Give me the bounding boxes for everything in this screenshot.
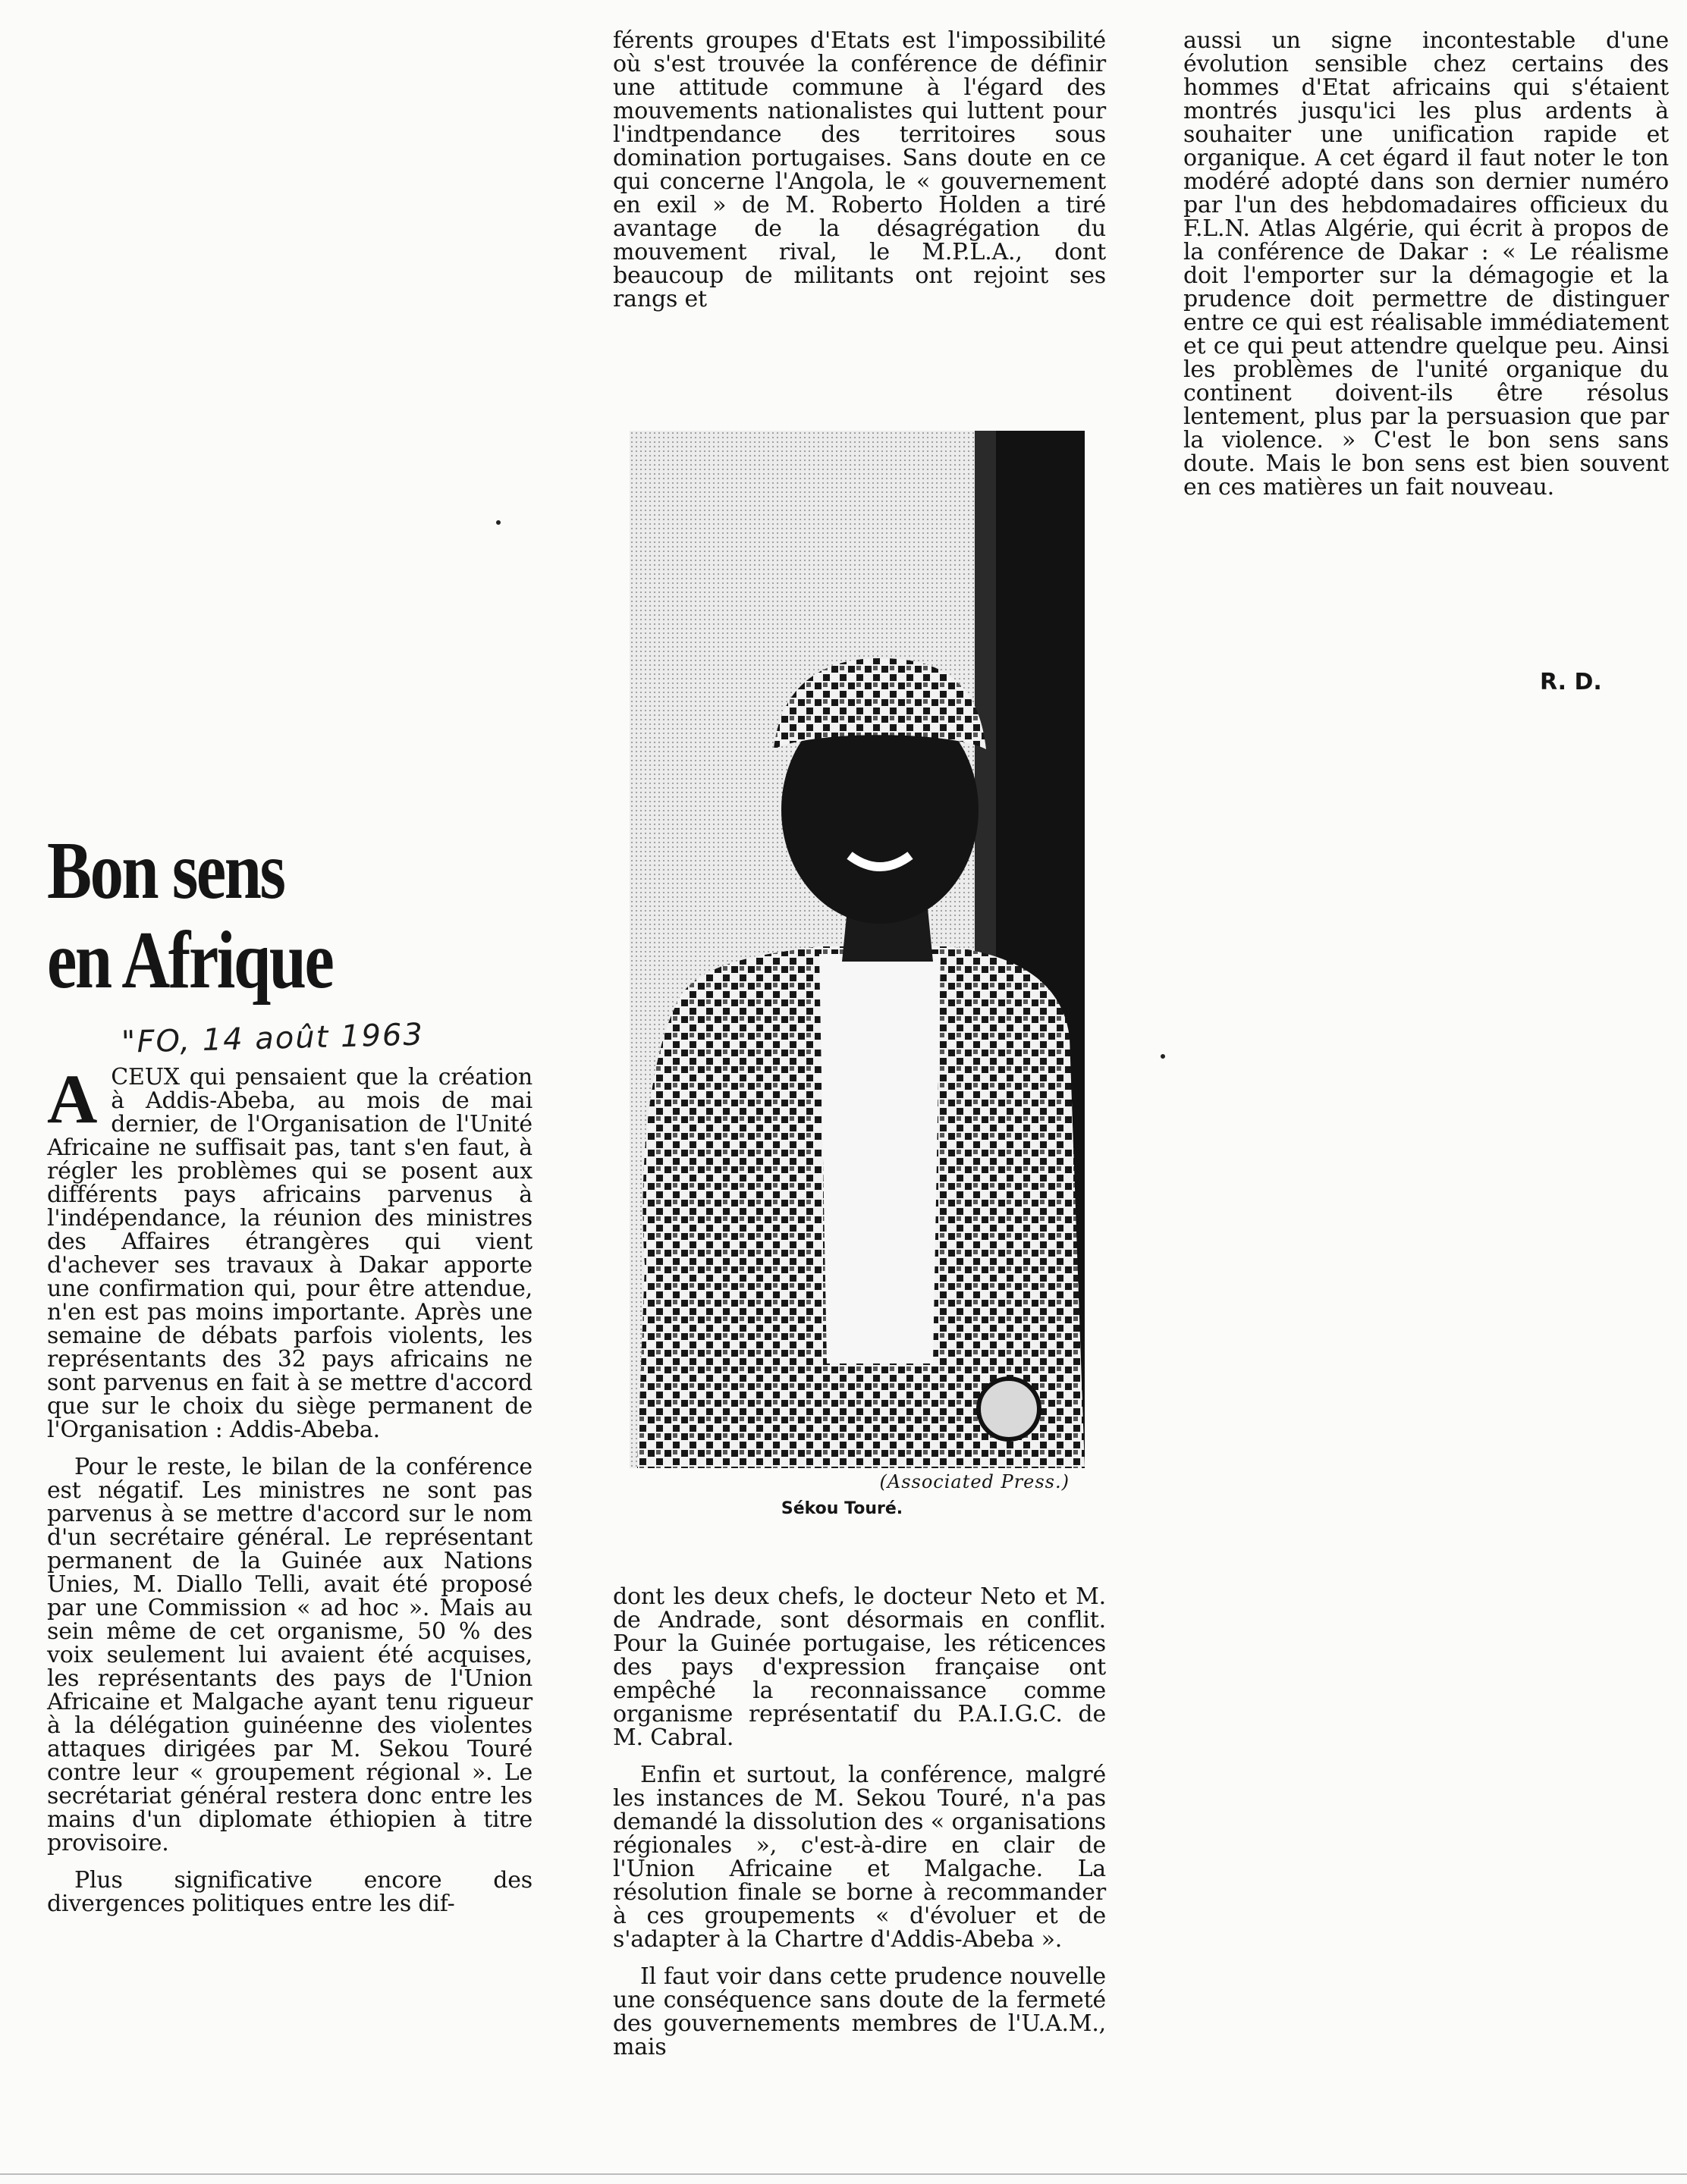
drop-cap: A [47, 1060, 98, 1138]
column-3-text: aussi un signe incontestable d'une évolution sensible chez certains des hommes d'Etat africains qui s'étaient montrés jusqu'ici les plus ardents à souhaiter une unification rapide et organique. A cet égard il faut noter le ton modéré adopté dans son dernier numéro par l'un des hebdomadaires officieux du F.L.N. Atlas Algérie, qui écrit à propos de la conférence de Dakar : « Le réalisme doit l'emporter sur la démagogie et la prudence doit permettre de distinguer entre ce qui est réalisable immédiatement et ce qui peut attendre quelque peu. Ainsi les problèmes de l'unité organique du continent doivent-ils être résolus lentement, plus par la persuasion que par la violence. » C'est le bon sens sans doute. Mais le bon sens est bien souvent en ces matières un fait nouveau. [1183, 27, 1669, 500]
photo-caption: Sékou Touré. [781, 1499, 903, 1518]
headline-line-2: en Afrique [47, 915, 333, 1006]
headline [47, 827, 445, 1006]
column-2-bottom-paragraph-3: Il faut voir dans cette prudence nouvelle une conséquence sans doute de la fermeté des gouvernements membres de l'U.A.M., mais [613, 1963, 1106, 2060]
column-2-top-text: férents groupes d'Etats est l'impossibilité où s'est trouvée la conférence de définir une attitude commune à l'égard des mouvements nationalistes qui luttent pour l'indtpendance des territoires sous domination portugaises. Sans doute en ce qui concerne l'Angola, le « gouvernement en exil » de M. Roberto Holden a tiré avantage de la désagrégation du mouvement rival, le M.P.L.A., dont beaucoup de militants ont rejoint ses rangs et [613, 27, 1106, 312]
shirt [819, 954, 941, 1363]
column-2-top [613, 29, 1106, 311]
ink-speck [496, 520, 501, 525]
column-2-bottom-paragraph-1: dont les deux chefs, le docteur Neto et M. de Andrade, sont désormais en conflit. Pour la Guinée portugaise, les réticences des pays d'expression française ont empêché la reconnaissance comme organisme représentatif du P.A.I.G.C. de M. Cabral. [613, 1583, 1106, 1751]
column-2-bottom [613, 1585, 1106, 2059]
portrait-photo [630, 431, 1085, 1468]
column-2-bottom-paragraph-2: Enfin et surtout, la conférence, malgré les instances de M. Sekou Touré, n'a pas demandé la dissolution des « organisations régionales », c'est-à-dire en clair de l'Union Africaine et Malgache. La résolution finale se borne à recommander à ces groupements « d'évoluer et de s'adapter à la Chartre d'Addis-Abeba ». [613, 1762, 1106, 1953]
column-1-paragraph-2: Pour le reste, le bilan de la conférence est négatif. Les ministres ne sont pas parvenus à se mettre d'accord sur le nom d'un secrétaire général. Le représentant permanent de la Guinée aux Nations Unies, M. Diallo Telli, avait été proposé par une Commission « ad hoc ». Mais au sein même de cet organisme, 50 % des voix seulement lui avaient été acquises, les représentants des pays de l'Union Africaine et Malgache ayant tenu rigueur à la délégation guinéenne des violentes attaques dirigées par M. Sekou Touré contre leur « groupement régional ». Le secrétariat général restera donc entre les mains d'un diplomate éthiopien à titre provisoire. [47, 1454, 532, 1856]
column-1 [47, 1060, 532, 1917]
column-1-paragraph-1 [47, 1060, 532, 1443]
handwritten-annotation: "FO, 14 août 1963 [121, 1017, 425, 1060]
badge [979, 1379, 1039, 1439]
bottom-edge-rule [0, 2173, 1687, 2175]
column-1-paragraph-3: Plus significative encore des divergences politiques entre les dif- [47, 1867, 532, 1917]
ink-speck [1161, 1054, 1165, 1059]
column-1-paragraph-1-text: CEUX qui pensaient que la création à Addis-Abeba, au mois de mai dernier, de l'Organisation de l'Unité Africaine ne suffisait pas, tant s'en faut, à régler les problèmes qui se posent aux différents pays africains parvenus à l'indépendance, la réunion des ministres des Affaires étrangères qui vient d'achever ses travaux à Dakar apporte une confirmation qui, pour être attendue, n'en est pas moins importante. Après une semaine de débats parfois violents, les représentants des 32 pays africains ne sont parvenus en fait à se mettre d'accord que sur le choix du siège permanent de l'Organisation : Addis-Abeba. [47, 1064, 532, 1443]
author-signature: R. D. [1540, 669, 1602, 695]
photo-credit: (Associated Press.) [879, 1471, 1070, 1492]
headline-line-1: Bon sens [47, 826, 284, 916]
column-3 [1183, 29, 1669, 499]
